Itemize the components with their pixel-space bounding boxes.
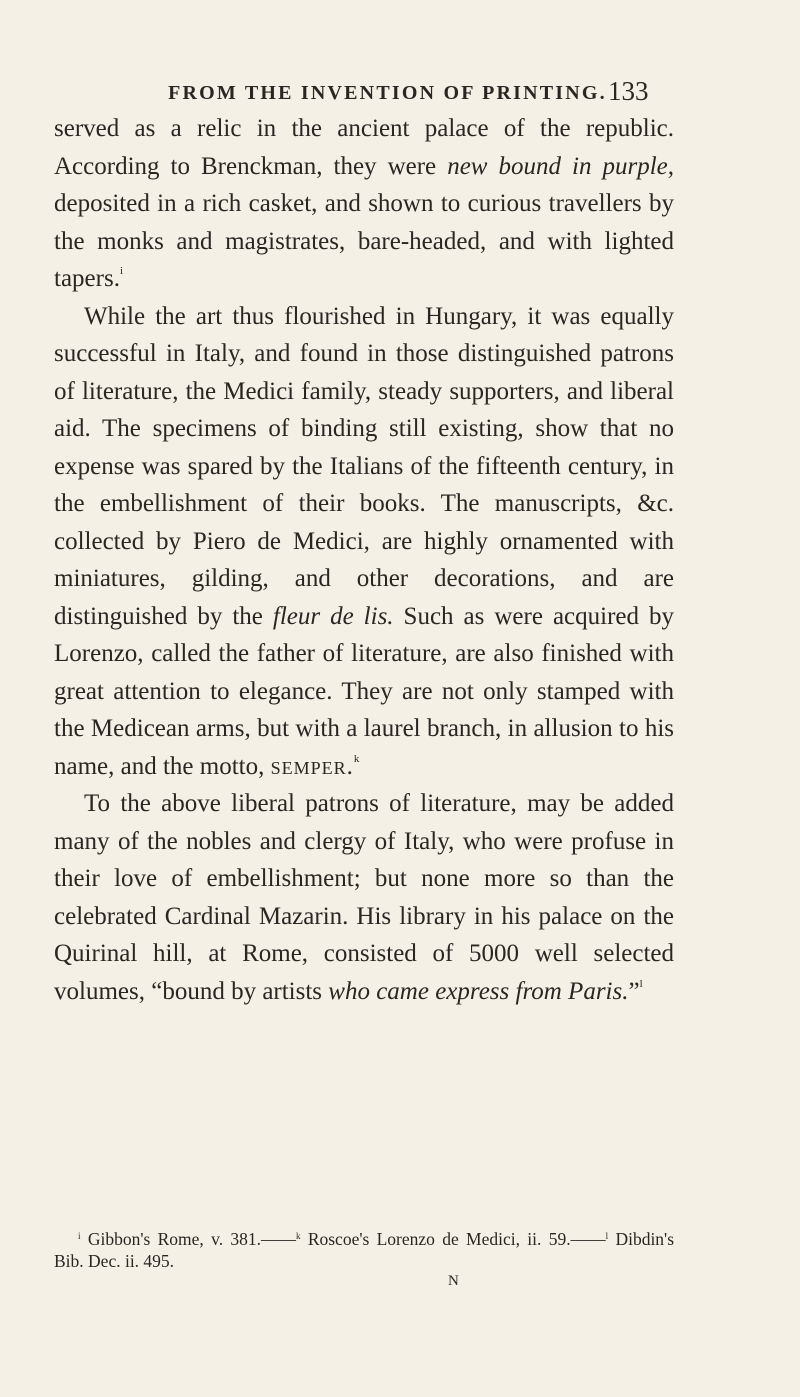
paragraph-2	[54, 298, 674, 786]
paragraph-1-text-b: deposited in a rich casket, and shown to curious travellers by the monks and magistrates, bare-headed, and with lighted tapers.	[54, 190, 674, 292]
paragraph-3-text-a: To the above liberal patrons of literature, may be added many of the nobles and clergy of Italy, who were profuse in their love of embellishment; but none more so than the celebrated Cardinal Mazarin. His library in his palace on the Quirinal hill, at Rome, consisted of 5000 well selected volumes, “bound by artists	[54, 790, 674, 1005]
footnote-k: Roscoe's Lorenzo de Medici, ii. 59.——	[307, 1229, 606, 1249]
paragraph-2-italic: fleur de lis.	[272, 602, 394, 630]
paragraph-3	[54, 785, 674, 1010]
running-title: FROM THE INVENTION OF PRINTING.	[168, 82, 607, 104]
footnote-ref-i: i	[119, 265, 124, 277]
footnote-ref-k: k	[353, 752, 360, 765]
footnote-mark-l: l	[605, 1231, 609, 1241]
signature-mark: N	[448, 1273, 459, 1289]
footnotes	[54, 1228, 674, 1272]
footnote-ref-l: l	[639, 977, 643, 990]
footnote-l: Dibdin's Bib. Dec. ii. 495.	[54, 1229, 675, 1271]
paragraph-1-italic: new bound in purple,	[447, 152, 674, 180]
paragraph-2-text-b: Such as were acquired by Lorenzo, called the father of literature, are also finished with great attention to elegance. They are not only stamped with the Medicean arms, but with a laurel branch, in allusion to his name, and the motto,	[54, 602, 674, 780]
page-number: 133	[608, 76, 649, 106]
paragraph-2-text-a: While the art thus flourished in Hungary, it was equally successful in Italy, and found in those distinguished patrons of literature, the Medici family, steady supporters, and liberal aid. The specimens of binding still existing, show that no expense was spared by the Italians of the fifteenth century, in the embellishment of their books. The manuscripts, &c. collected by Piero de Medici, are highly ornamented with miniatures, gilding, and other decorations, and are distinguished by the	[54, 302, 674, 630]
body-text	[54, 110, 674, 1010]
paragraph-3-text-b: ”	[628, 977, 640, 1005]
footnote-block	[54, 1228, 674, 1272]
motto-small-caps: semper.	[270, 752, 354, 780]
footnote-i: Gibbon's Rome, v. 381.——	[87, 1229, 297, 1249]
paragraph-1	[54, 110, 674, 298]
footnote-mark-k: k	[296, 1231, 301, 1241]
paragraph-1-text-a: served as a relic in the ancient palace of the republic. According to Brenckman, they were	[54, 115, 674, 180]
footnote-mark-i: i	[78, 1231, 81, 1241]
paragraph-3-italic: who came express from Paris.	[328, 977, 629, 1005]
